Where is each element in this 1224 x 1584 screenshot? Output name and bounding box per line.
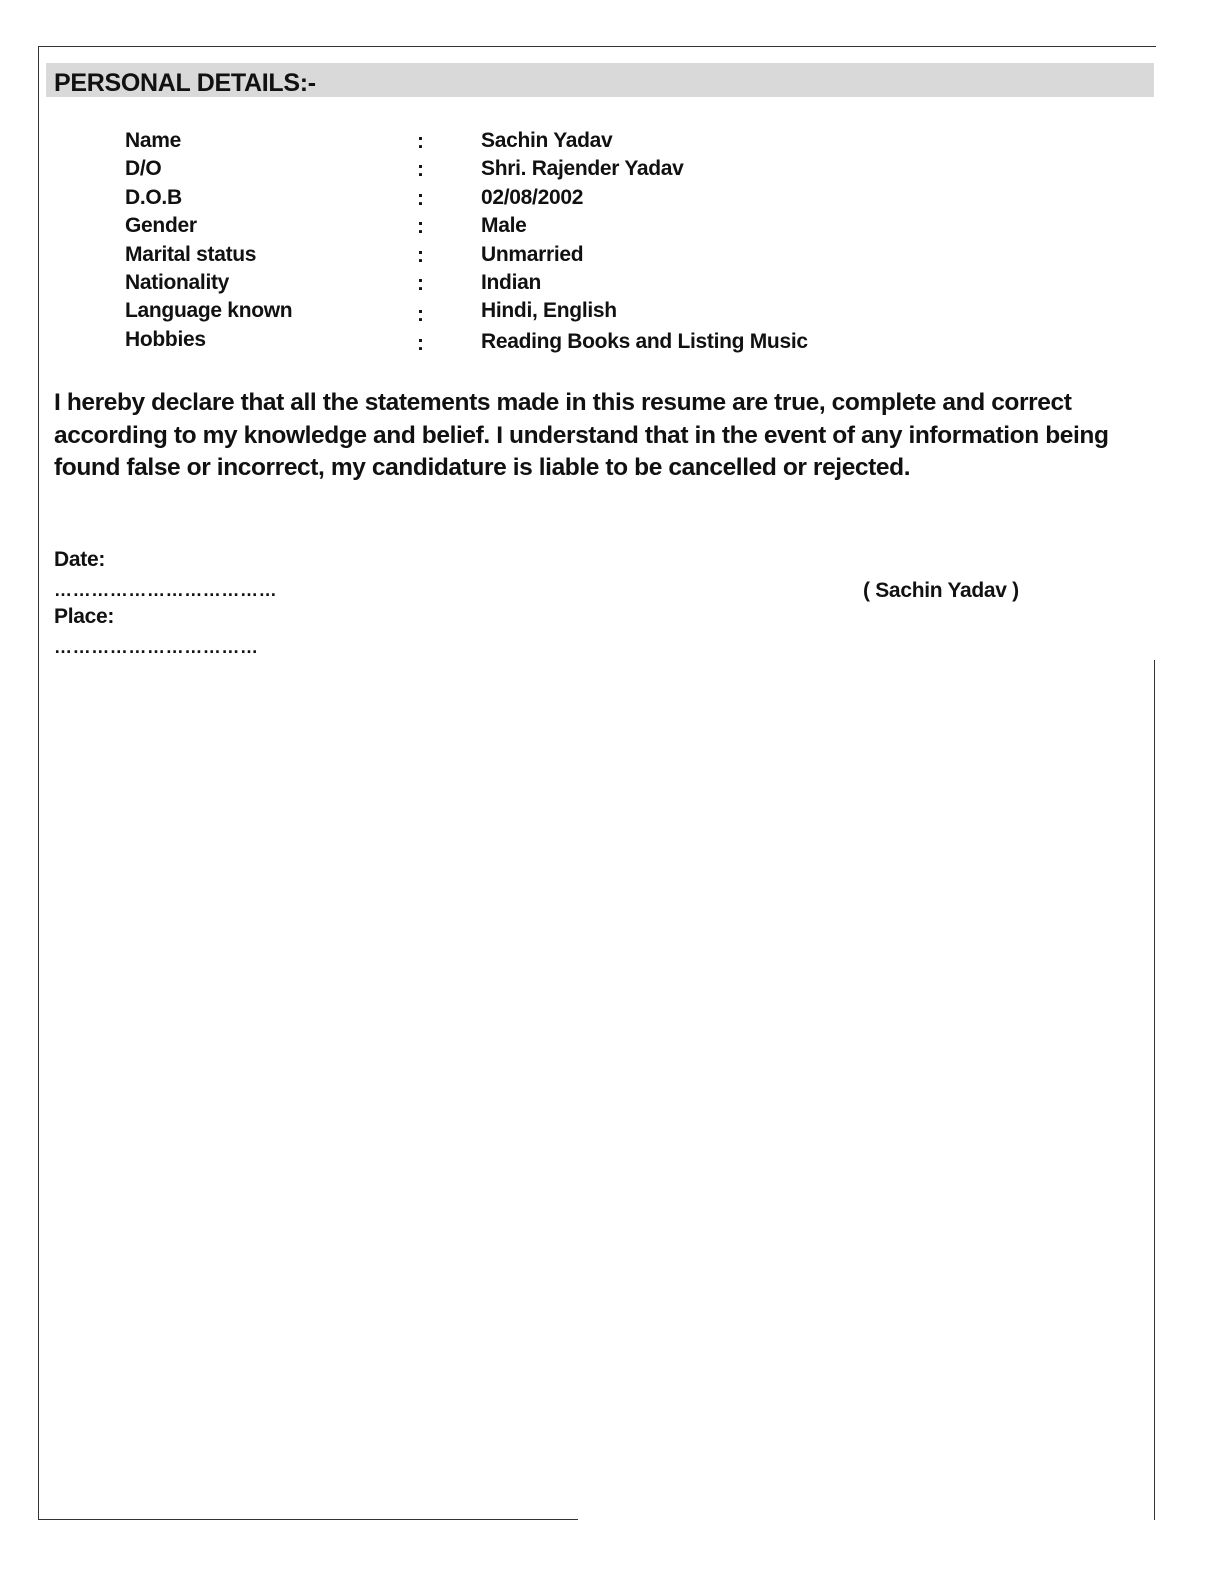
detail-row-languages: [125, 297, 1025, 325]
detail-row-marital-status: [125, 241, 1025, 269]
detail-value: Sachin Yadav: [481, 129, 613, 152]
detail-label: Language known: [125, 299, 293, 323]
detail-separator: :: [417, 331, 424, 355]
detail-row-hobbies: [125, 326, 1025, 354]
detail-separator: :: [417, 303, 424, 327]
detail-value: Hindi, English: [481, 299, 617, 323]
detail-separator: :: [417, 215, 424, 239]
declaration-paragraph: I hereby declare that all the statements made in this resume are true, complete and correct according to my knowledge and belief. I understand that in the event of any information being found false or incorrect, my candidature is liable to be cancelled or rejected.: [54, 389, 1109, 481]
place-blank-line: ……………………………: [54, 637, 259, 657]
detail-label: Marital status: [125, 242, 257, 266]
detail-label: Nationality: [125, 270, 230, 294]
detail-separator: :: [417, 271, 424, 295]
detail-row-dob: [125, 184, 1025, 212]
detail-value: Unmarried: [481, 242, 584, 266]
detail-row-nationality: [125, 269, 1025, 297]
detail-label: D.O.B: [125, 185, 182, 209]
detail-separator: :: [417, 130, 424, 153]
page-border-left: [38, 46, 39, 1520]
place-label: Place:: [54, 605, 115, 628]
detail-value: Indian: [481, 270, 542, 294]
detail-label: Gender: [125, 214, 197, 238]
detail-row-gender: [125, 212, 1025, 240]
personal-details-list: [125, 127, 1025, 354]
detail-separator: :: [417, 158, 424, 182]
date-label: Date:: [54, 548, 106, 571]
detail-value: Reading Books and Listing Music: [481, 329, 808, 353]
page-border-bottom: [38, 1519, 578, 1520]
detail-separator: :: [417, 186, 424, 210]
page-border-top: [38, 46, 1156, 47]
detail-value: 02/08/2002: [481, 185, 584, 209]
date-blank-line: ………………………………: [54, 580, 278, 600]
detail-value: Male: [481, 214, 527, 238]
detail-separator: :: [417, 243, 424, 267]
signature-name: ( Sachin Yadav ): [863, 579, 1019, 602]
detail-value: Shri. Rajender Yadav: [481, 157, 684, 181]
detail-label: Name: [125, 129, 181, 152]
section-header-personal-details: PERSONAL DETAILS:-: [46, 63, 1154, 97]
page-border-right: [1154, 660, 1155, 1520]
detail-label: Hobbies: [125, 327, 206, 351]
detail-row-name: [125, 127, 1025, 155]
detail-row-parent: [125, 155, 1025, 183]
detail-label: D/O: [125, 157, 162, 181]
